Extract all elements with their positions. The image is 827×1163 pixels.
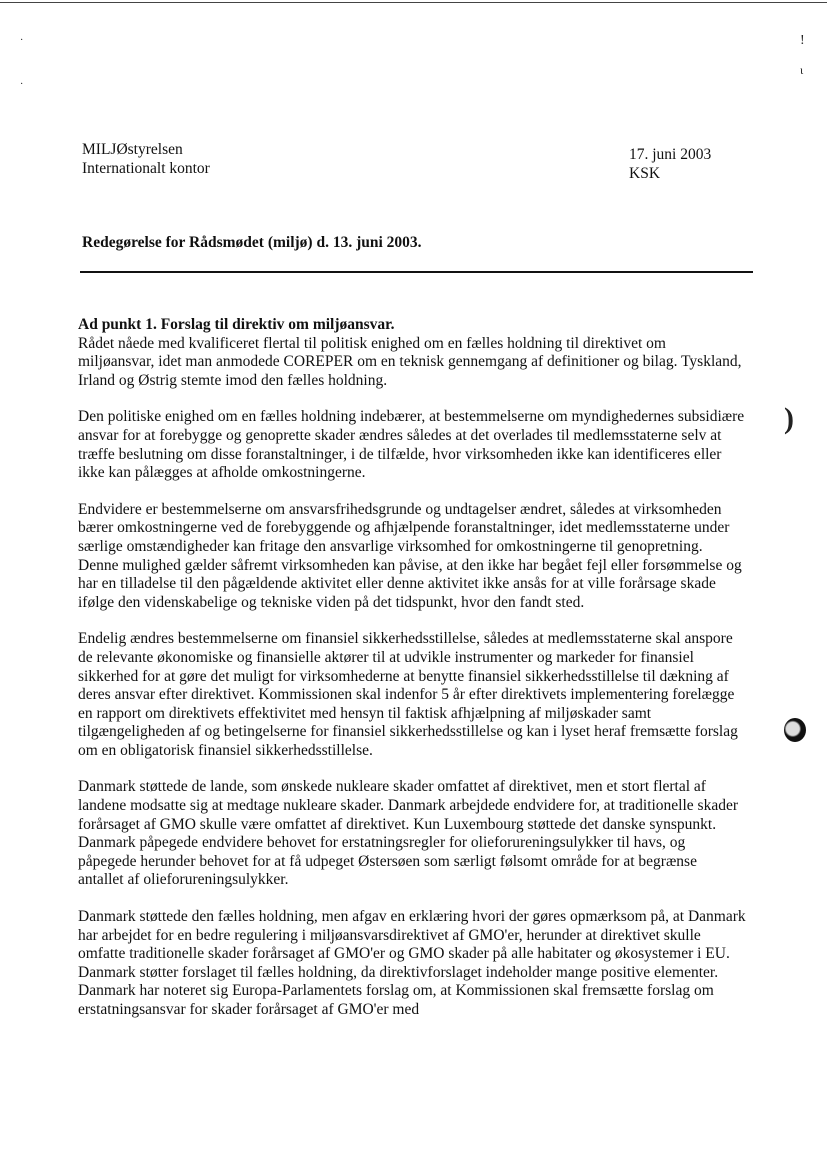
scan-speck: · xyxy=(20,79,24,90)
paragraph: Danmark støttede de lande, som ønskede nukleare skader omfattet af direktivet, men et stort flertal af landene modsatte sig at medtage nukleare skader. Danmark arbejdede endvidere for, at traditionelle skader forårsaget af GMO skulle være omfattet af direktivet. Kun Luxembourg støttede det danske synspunkt. Danmark påpegede endvidere behovet for erstatningsregler for olieforureningsulykker til havs, og påpegede herunder behovet for at få udpeget Østersøen som særligt følsomt område for at begrænse antallet af olieforureningsulykker. xyxy=(78,778,739,889)
paragraph: Endvidere er bestemmelserne om ansvarsfrihedsgrunde og undtagelser ændret, således at virksomheden bærer omkostningerne ved de forebyggende og afhjælpende foranstaltninger, idet medlemsstaterne under særlige omstændigheder kan fritage den ansvarlige virksomhed for omkostningerne til genopretning. Denne mulighed gælder såfremt virksomheden kan påvise, at den ikke har begået fejl eller forsømmelse og har en tilladelse til den pågældende aktivitet eller denne aktivitet ikke ansås for at ville forårsage skade ifølge den videnskabelige og tekniske viden på det tidspunkt, hvor den fandt sted. xyxy=(78,500,742,611)
punch-hole xyxy=(784,718,806,742)
sender-block xyxy=(82,140,210,178)
scan-speck: · xyxy=(20,35,24,46)
date-block xyxy=(629,145,711,183)
paragraph xyxy=(78,316,746,390)
paragraph: Den politiske enighed om en fælles holdning indebærer, at bestemmelserne om myndighedernes subsidiære ansvar for at forebygge og genoprette skader ændres således at det overlades til medlemsstaterne selv at træffe beslutning om disse foranstaltninger, i de tilfælde, hvor virksomheden ikke kan identificeres eller ikke kan pålægges at afholde omkostningerne. xyxy=(78,408,745,482)
punch-hole-mark: ) xyxy=(784,402,794,435)
paragraph-text: Rådet nåede med kvalificeret flertal til politisk enighed om en fælles holdning til direktivet om miljøansvar, idet man anmodede COREPER om en teknisk gennemgang af definitioner og bilag. Tyskland, Irland og Østrig stemte imod den fælles holdning. xyxy=(78,334,742,389)
document-title: Redegørelse for Rådsmødet (miljø) d. 13. juni 2003. xyxy=(82,234,422,251)
author-initials: KSK xyxy=(629,165,661,182)
paragraph: Endelig ændres bestemmelserne om finansiel sikkerhedsstillelse, således at medlemsstaterne skal anspore de relevante økonomiske og finansielle aktører til at udvikle instrumenter og markeder for finansiel sikkerhed for at gøre det muligt for virksomhederne at benytte finansiel sikkerhedsstillelse til dækning af deres ansvar efter direktivet. Kommissionen skal indenfor 5 år efter direktivets implementering forelægge en rapport om direktivets effektivitet med hensyn til faktisk afhjælpning af miljøskader samt tilgængeligheden af og betingelserne for finansiel sikkerhedsstillelse og kan i lyset heraf fremsætte forslag om en obligatorisk finansiel sikkerhedsstillelse. xyxy=(78,630,738,759)
scan-speck: ǃ xyxy=(800,33,805,48)
title-divider xyxy=(80,271,753,273)
document-date: 17. juni 2003 xyxy=(629,146,712,163)
scan-speck: ι xyxy=(800,63,804,77)
document-body xyxy=(78,316,746,1038)
org-unit: Internationalt kontor xyxy=(82,160,210,177)
scan-top-edge xyxy=(0,2,827,3)
section-heading: Ad punkt 1. Forslag til direktiv om miljøansvar. xyxy=(78,316,395,333)
paragraph: Danmark støttede den fælles holdning, men afgav en erklæring hvori der gøres opmærksom på, at Danmark har arbejdet for en bedre regulering i miljøansvarsdirektivet af GMO'er, herunder at direktivet skulle omfatte traditionelle skader forårsaget af GMO'er og GMO skader på alle habitater og økosystemer i EU. Danmark støtter forslaget til fælles holdning, da direktivforslaget indeholder mange positive elementer. Danmark har noteret sig Europa-Parlamentets forslag om, at Kommissionen skal fremsætte forslag om erstatningsansvar for skader forårsaget af GMO'er med xyxy=(78,908,746,1018)
org-name: MILJØstyrelsen xyxy=(82,141,183,158)
